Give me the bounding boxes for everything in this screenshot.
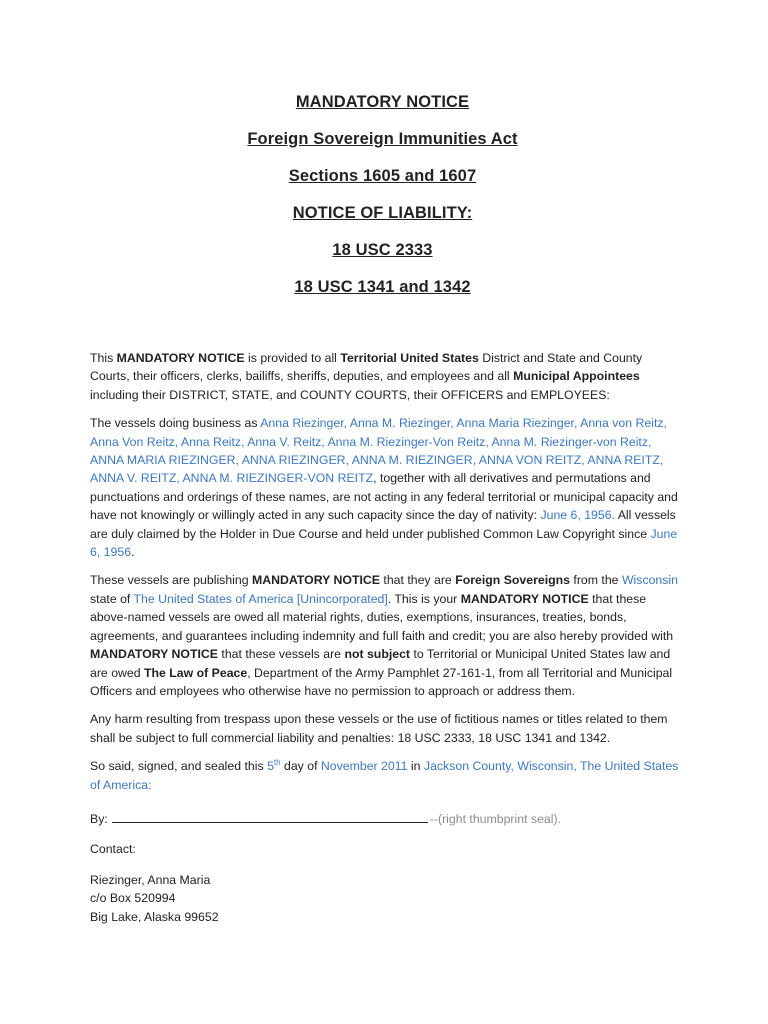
signature-line [90,810,680,828]
signature-blank [112,810,428,823]
title-usc-1341-1342: 18 USC 1341 and 1342 [294,278,471,296]
nativity-date: June 6, 1956. [540,508,615,523]
title-mandatory-notice: MANDATORY NOTICE [295,93,470,111]
contact-name: Riezinger, Anna Maria [90,872,211,887]
contact-label: Contact: [90,842,136,857]
signed-place: Jackson County, Wisconsin, The United States of America: [90,759,679,792]
country-name: The United States of America [Unincorporated] [133,591,388,606]
paragraph-liability: Any harm resulting from trespass upon these vessels or the use of fictitious names or titles related to them shall be subject to full commercial liability and penalties: 18 USC 2333, 18 USC 1341 and 1342. [90,712,668,745]
paragraph-vessels: The vessels doing business as Anna Riezinger, Anna M. Riezinger, Anna Maria Riezinger, Anna von Reitz, Anna Von Reitz, Anna Reitz, Anna V. Reitz, Anna M. Riezinger-Von Reitz, Anna M. Riezinger-von Reitz, ANNA MARIA RIEZINGER, ANNA RIEZINGER, ANNA M. RIEZINGER, ANNA VON REITZ, ANNA REITZ, ANNA V. REITZ, ANNA M. RIEZINGER-VON REITZ, together with all derivatives and permutations and punctuations and orderings of these names, are not acting in any federal territorial or municipal capacity and have not knowingly or willingly acted in any such capacity since the day of nativity: June 6, 1956. All vessels are duly claimed by the Holder in Due Course and held under published Common Law Copyright since June 6, 1956. [90,416,678,560]
signed-day: 5th [267,758,281,774]
document-page [90,92,680,924]
contact-box: c/o Box 520994 [90,891,176,906]
document-title-block [85,92,680,298]
paragraph-sovereigns: These vessels are publishing MANDATORY NOTICE that they are Foreign Sovereigns from the Wisconsin state of The United States of America [Unincorporated]. This is your MANDATORY NOTICE that these above-named vessels are owed all material rights, duties, exemptions, insurances, treaties, bonds, agreements, and guarantees including indemnity and full faith and credit; you are also hereby provided with MANDATORY NOTICE that these vessels are not subject to Territorial or Municipal United States law and are owed The Law of Peace, Department of the Army Pamphlet 27-161-1, from all Territorial and Municipal Officers and employees who otherwise have no permission to approach or address them. [90,573,678,698]
contact-city: Big Lake, Alaska 99652 [90,909,219,924]
contact-address [90,871,680,926]
signed-month: November 2011 [320,759,408,774]
paragraph-signed: So said, signed, and sealed this 5th day of November 2011 in Jackson County, Wisconsin, The United States of America: [90,758,679,792]
state-name: Wisconsin [621,573,678,588]
document-body [90,349,680,926]
paragraph-addressees: This MANDATORY NOTICE is provided to all Territorial United States District and State and County Courts, their officers, clerks, bailiffs, sheriffs, deputies, and employees and all Municipal Appointees including their DISTRICT, STATE, and COUNTY COURTS, their OFFICERS and EMPLOYEES: [90,351,643,402]
title-sections: Sections 1605 and 1607 [288,167,477,185]
copyright-date: June 6, 1956 [90,526,678,560]
vessel-names: Anna Riezinger, Anna M. Riezinger, Anna Maria Riezinger, Anna von Reitz, Anna Von Reitz, Anna Reitz, Anna V. Reitz, Anna M. Riezinger-Von Reitz, Anna M. Riezinger-von Reitz, ANNA MARIA RIEZINGER, ANNA RIEZINGER, ANNA M. RIEZINGER, ANNA VON REITZ, ANNA REITZ, ANNA V. REITZ, ANNA M. RIEZINGER-VON REITZ [90,416,667,486]
title-notice-of-liability: NOTICE OF LIABILITY: [292,204,473,222]
signature-label: By: [90,811,108,826]
title-usc-2333: 18 USC 2333 [332,241,433,259]
title-fsia: Foreign Sovereign Immunities Act [247,130,518,148]
thumbprint-note: --(right thumbprint seal). [429,811,561,826]
